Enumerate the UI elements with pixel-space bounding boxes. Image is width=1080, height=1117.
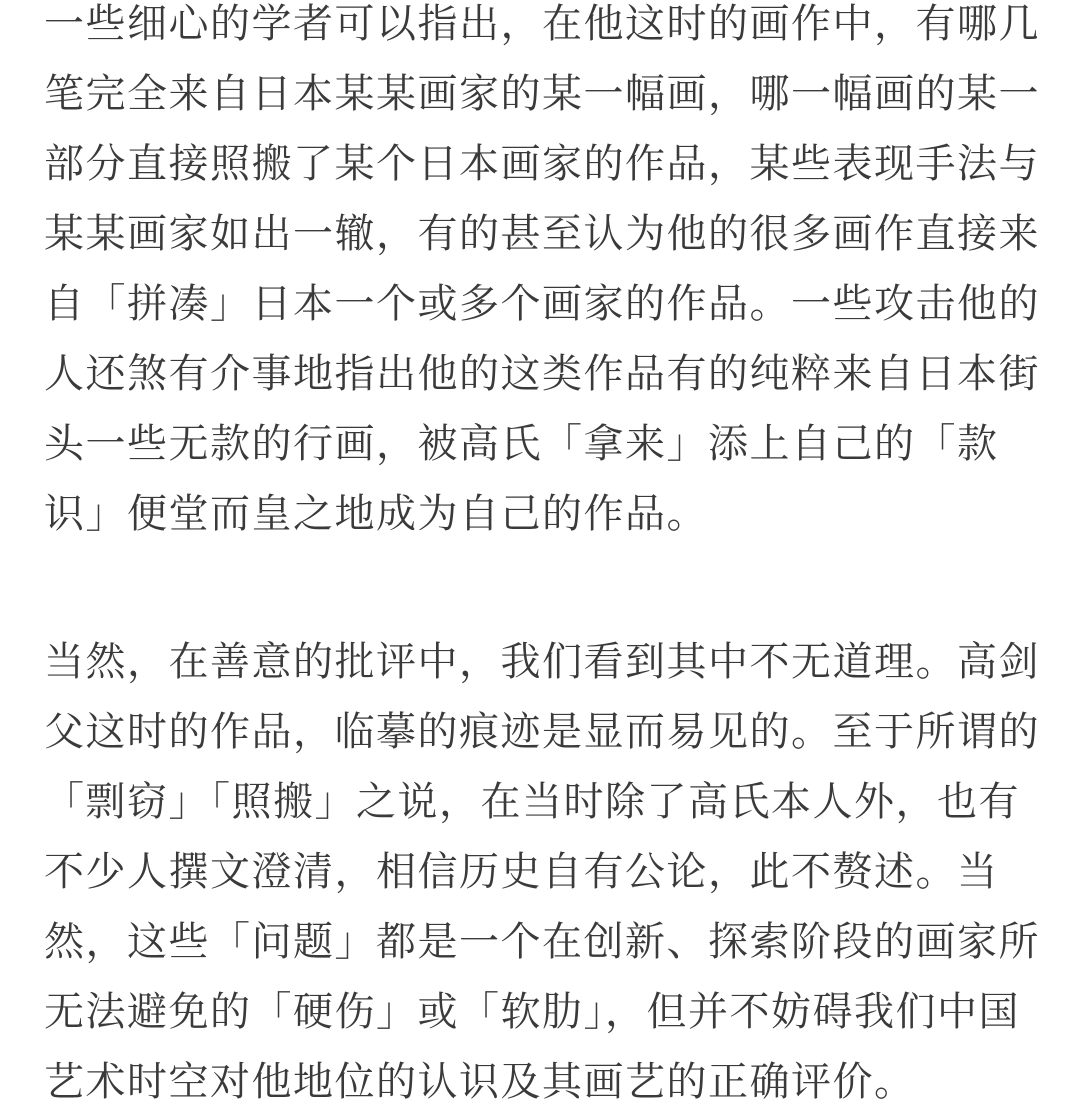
text-line: 笔完全来自日本某某画家的某一幅画，哪一幅画的某一 — [44, 71, 1040, 117]
text-line: 自「拼凑」日本一个或多个画家的作品。一些攻击他的 — [44, 281, 1040, 327]
text-line: 父这时的作品，临摹的痕迹是显而易见的。至于所谓的 — [44, 709, 1040, 755]
text-line: 「剽窃」「照搬」之说，在当时除了高氏本人外，也有 — [44, 779, 1020, 825]
text-line: 一些细心的学者可以指出，在他这时的画作中，有哪几 — [44, 1, 1040, 47]
text-line: 然，这些「问题」都是一个在创新、探索阶段的画家所 — [44, 919, 1040, 965]
text-line: 某某画家如出一辙，有的甚至认为他的很多画作直接来 — [44, 211, 1040, 257]
text-line: 头一些无款的行画，被高氏「拿来」添上自己的「款 — [44, 421, 999, 467]
text-line: 识」便堂而皇之地成为自己的作品。 — [44, 491, 708, 537]
text-line: 部分直接照搬了某个日本画家的作品，某些表现手法与 — [44, 141, 1040, 187]
text-line: 艺术时空对他地位的认识及其画艺的正确评价。 — [44, 1059, 916, 1105]
paragraph-1 — [44, 0, 1044, 549]
text-line: 不少人撰文澄清，相信历史自有公论，此不赘述。当 — [44, 849, 999, 895]
text-line: 当然，在善意的批评中，我们看到其中不无道理。高剑 — [44, 639, 1040, 685]
paragraph-2 — [44, 627, 1044, 1117]
text-line: 人还煞有介事地指出他的这类作品有的纯粹来自日本街 — [44, 351, 1040, 397]
text-line: 无法避免的「硬伤」或「软肋」，但并不妨碍我们中国 — [44, 989, 1020, 1035]
